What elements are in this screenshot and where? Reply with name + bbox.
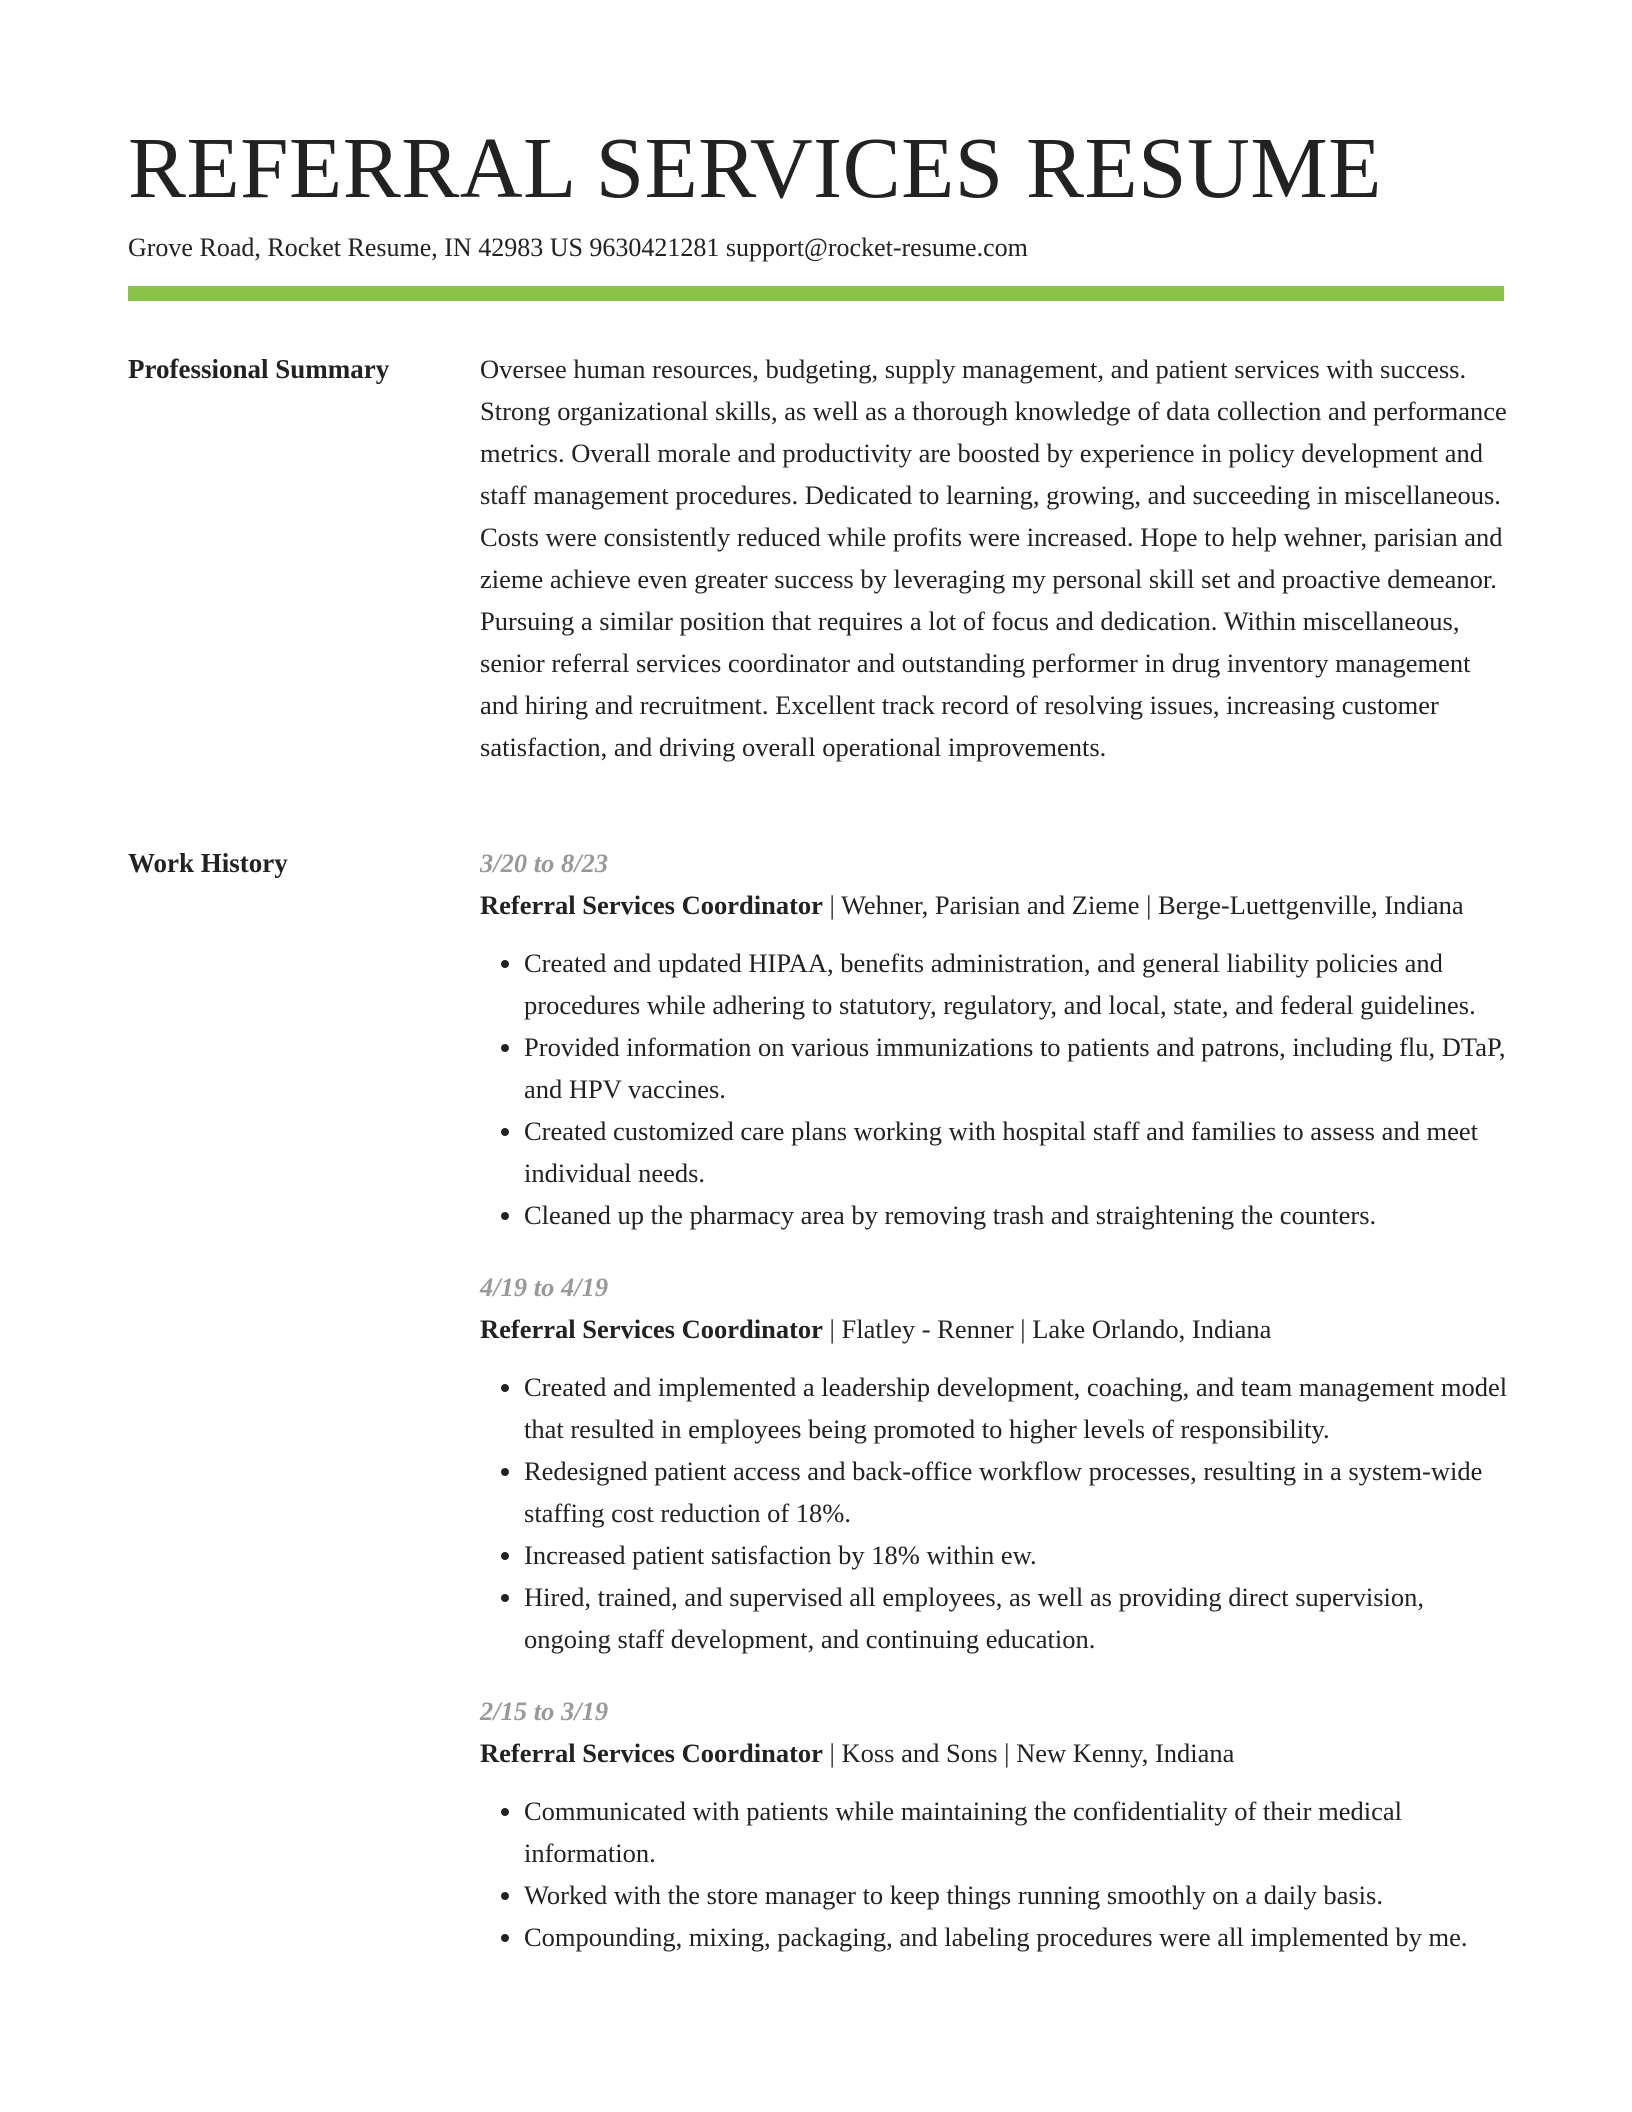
resume-title: REFERRAL SERVICES RESUME bbox=[128, 119, 1382, 216]
job-dates: 4/19 to 4/19 bbox=[480, 1272, 609, 1302]
job-bullet-list bbox=[480, 942, 1508, 1236]
job-employer-location: | Koss and Sons | New Kenny, Indiana bbox=[822, 1738, 1235, 1768]
contact-info: Grove Road, Rocket Resume, IN 42983 US 9630421281 support@rocket-resume.com bbox=[128, 233, 1028, 262]
job-bullet: • Communicated with patients while maintaining the confidentiality of their medical information. bbox=[524, 1790, 1508, 1874]
job-bullet: • Increased patient satisfaction by 18% within ew. bbox=[524, 1534, 1508, 1576]
work-history-body bbox=[480, 842, 1508, 1988]
job-bullet: • Compounding, mixing, packaging, and labeling procedures were all implemented by me. bbox=[524, 1916, 1508, 1958]
job-entry bbox=[480, 1690, 1508, 1958]
job-entry bbox=[480, 842, 1508, 1236]
job-employer-location: | Wehner, Parisian and Zieme | Berge-Luettgenville, Indiana bbox=[822, 890, 1464, 920]
job-title: Referral Services Coordinator bbox=[480, 890, 823, 920]
job-bullet: • Created and updated HIPAA, benefits administration, and general liability policies and procedures while adhering to statutory, regulatory, and local, state, and federal guidelines. bbox=[524, 942, 1508, 1026]
job-bullet: • Worked with the store manager to keep things running smoothly on a daily basis. bbox=[524, 1874, 1508, 1916]
job-bullet: • Redesigned patient access and back-office workflow processes, resulting in a system-wide staffing cost reduction of 18%. bbox=[524, 1450, 1508, 1534]
job-heading bbox=[480, 884, 1508, 926]
job-heading bbox=[480, 1308, 1508, 1350]
job-bullet: • Provided information on various immunizations to patients and patrons, including flu, DTaP, and HPV vaccines. bbox=[524, 1026, 1508, 1110]
job-bullet: • Created and implemented a leadership development, coaching, and team management model that resulted in employees being promoted to higher levels of responsibility. bbox=[524, 1366, 1508, 1450]
job-title: Referral Services Coordinator bbox=[480, 1738, 823, 1768]
job-title: Referral Services Coordinator bbox=[480, 1314, 823, 1344]
job-heading bbox=[480, 1732, 1508, 1774]
job-bullet-list bbox=[480, 1790, 1508, 1958]
job-bullet: • Cleaned up the pharmacy area by removing trash and straightening the counters. bbox=[524, 1194, 1508, 1236]
summary-text: Oversee human resources, budgeting, supply management, and patient services with success. Strong organizational skills, as well as a thorough knowledge of data collection and performance metrics. Overall morale and productivity are boosted by experience in policy development and staff management procedures. Dedicated to learning, growing, and succeeding in miscellaneous. Costs were consistently reduced while profits were increased. Hope to help wehner, parisian and zieme achieve even greater success by leveraging my personal skill set and proactive demeanor. Pursuing a similar position that requires a lot of focus and dedication. Within miscellaneous, senior referral services coordinator and outstanding performer in drug inventory management and hiring and recruitment. Excellent track record of resolving issues, increasing customer satisfaction, and driving overall operational improvements. bbox=[480, 354, 1507, 762]
section-label-work-history: Work History bbox=[128, 848, 288, 878]
job-employer-location: | Flatley - Renner | Lake Orlando, Indiana bbox=[822, 1314, 1272, 1344]
section-label-summary: Professional Summary bbox=[128, 354, 390, 384]
job-bullet-list bbox=[480, 1366, 1508, 1660]
job-dates: 2/15 to 3/19 bbox=[480, 1696, 609, 1726]
accent-divider bbox=[128, 286, 1504, 301]
job-entry bbox=[480, 1266, 1508, 1660]
job-dates: 3/20 to 8/23 bbox=[480, 848, 609, 878]
job-bullet: • Created customized care plans working with hospital staff and families to assess and meet individual needs. bbox=[524, 1110, 1508, 1194]
summary-body bbox=[480, 348, 1508, 768]
job-bullet: • Hired, trained, and supervised all employees, as well as providing direct supervision, ongoing staff development, and continuing education. bbox=[524, 1576, 1508, 1660]
